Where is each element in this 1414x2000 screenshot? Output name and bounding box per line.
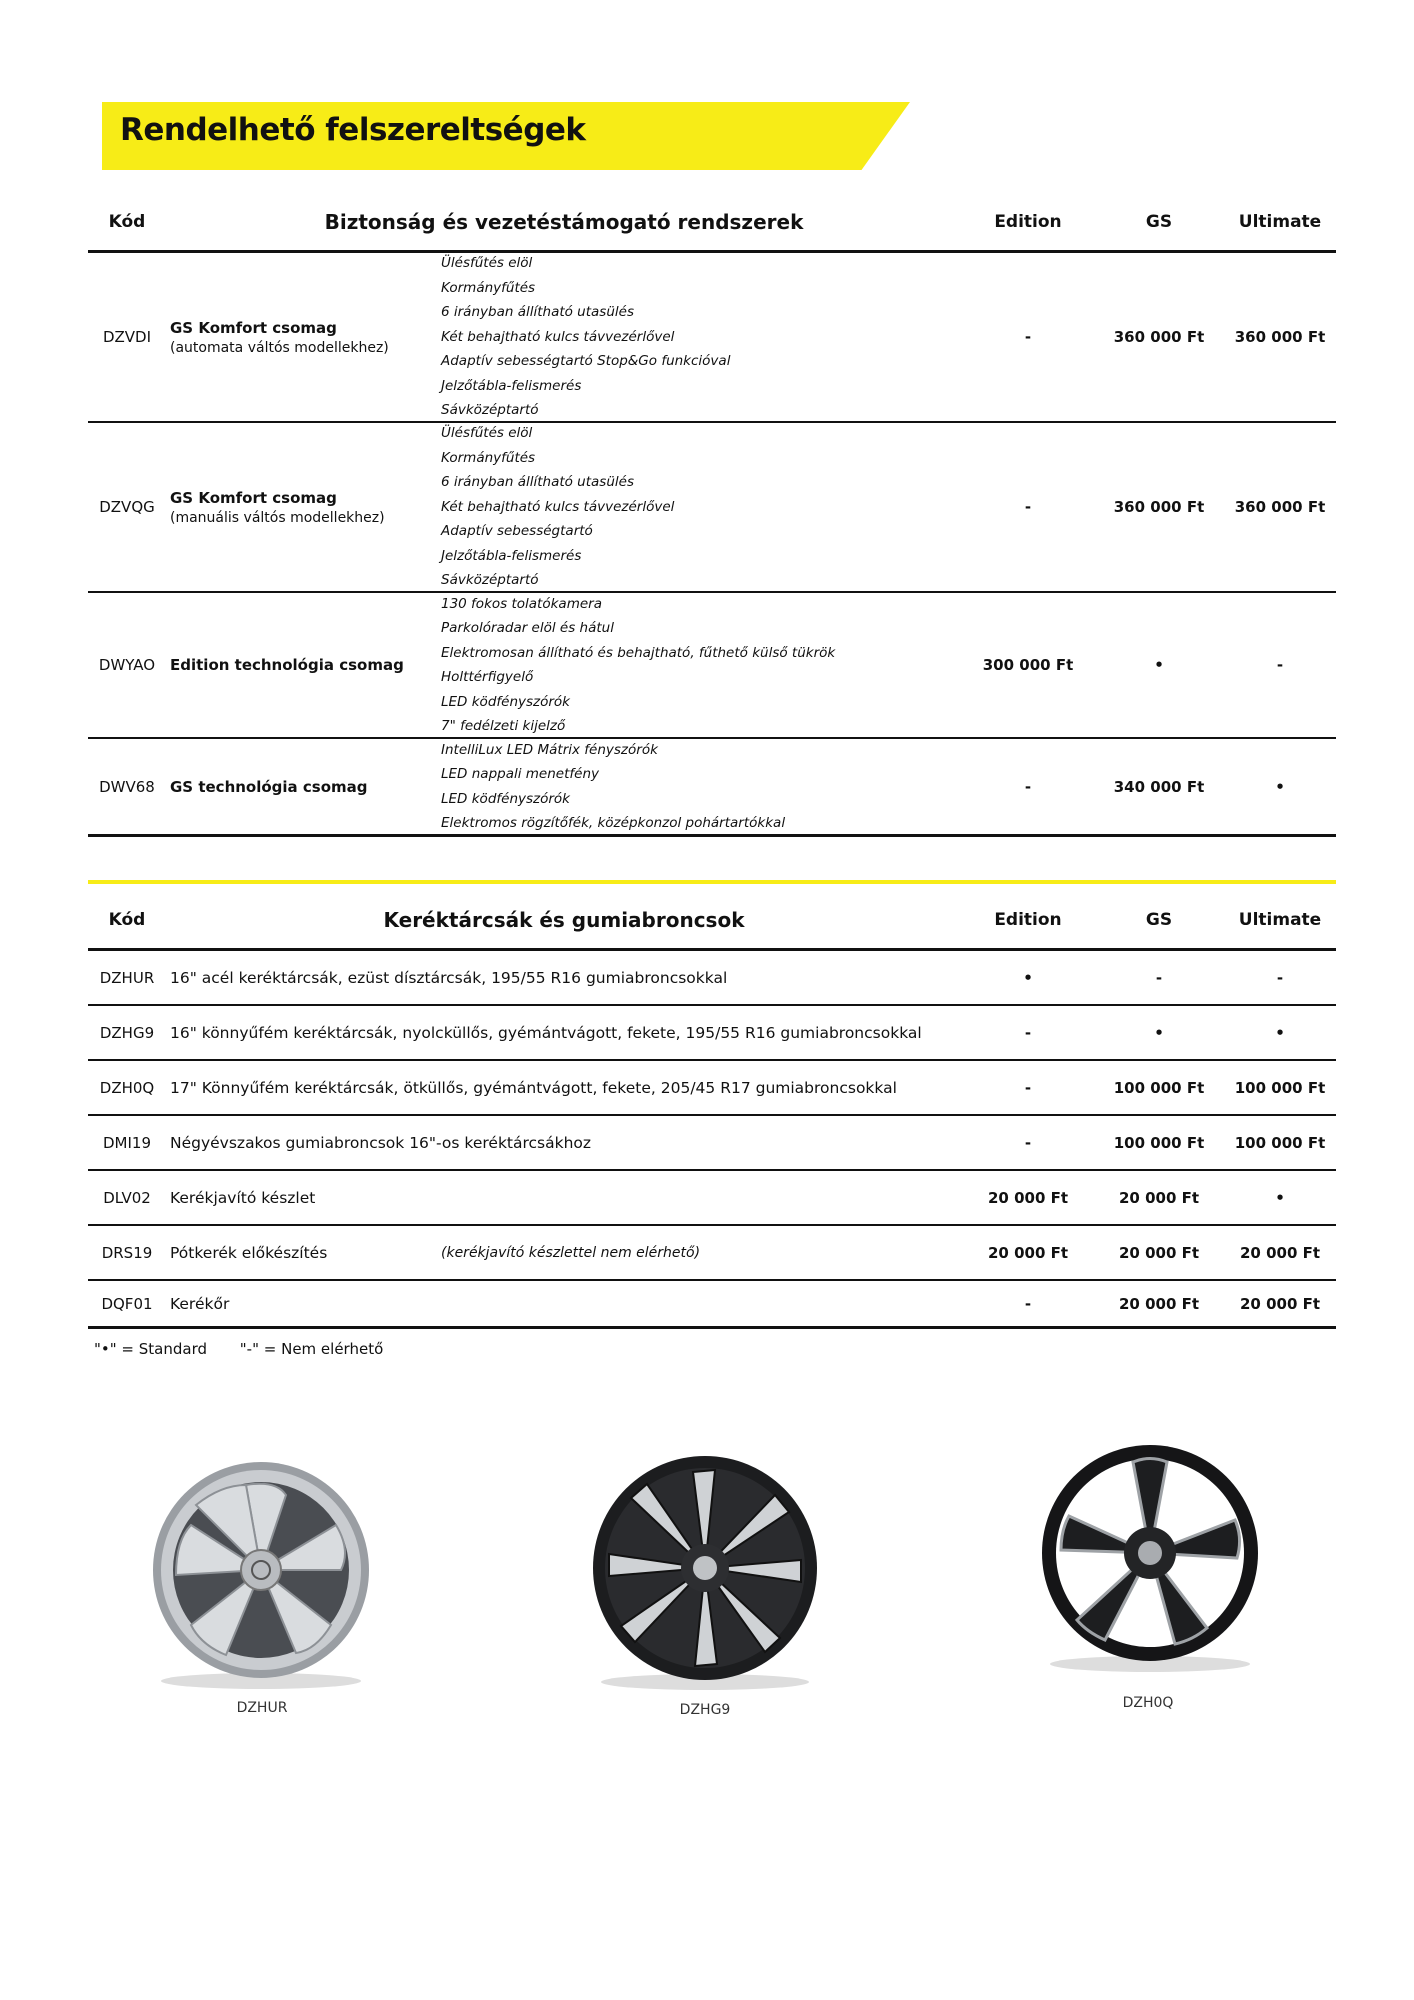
header-ultimate: Ultimate xyxy=(1238,910,1322,930)
hubcap-wheel-icon xyxy=(136,1455,386,1705)
feature-item: Kormányfűtés xyxy=(441,279,536,296)
feature-item: Elektromosan állítható és behajtható, fűthető külső tükrök xyxy=(441,644,836,661)
gs-value: 340 000 Ft xyxy=(1113,777,1205,796)
table-row xyxy=(88,423,1336,593)
header-gs: GS xyxy=(1145,212,1173,232)
package-name: GS Komfort csomag xyxy=(170,488,337,507)
table-row xyxy=(88,951,1336,1006)
row-description: Négyévszakos gumiabroncsok 16"-os keréktárcsákhoz xyxy=(170,1133,592,1152)
table-row xyxy=(88,1281,1336,1329)
package-subtitle: (automata váltós modellekhez) xyxy=(170,339,389,356)
row-description: Kerékőr xyxy=(170,1294,230,1313)
wheel-label-3: DZH0Q xyxy=(1122,1695,1174,1711)
table-row xyxy=(88,1116,1336,1171)
feature-item: Ülésfűtés elöl xyxy=(441,255,533,272)
row-code: DZHG9 xyxy=(99,1023,155,1042)
ultimate-value: 100 000 Ft xyxy=(1234,1133,1326,1152)
feature-list xyxy=(441,253,961,421)
feature-item: Sávközéptartó xyxy=(441,572,539,589)
gs-value: 360 000 Ft xyxy=(1113,328,1205,346)
row-name xyxy=(170,253,440,421)
gs-value: • xyxy=(1154,656,1164,674)
row-name xyxy=(170,593,440,737)
row-name xyxy=(170,739,440,834)
row-description: Pótkerék előkészítés xyxy=(170,1243,328,1262)
edition-value: - xyxy=(1024,328,1032,346)
row-code: DZVDI xyxy=(102,328,152,346)
header-edition: Edition xyxy=(994,910,1062,930)
edition-value: 20 000 Ft xyxy=(987,1243,1069,1262)
row-code: DQF01 xyxy=(101,1294,153,1313)
header-gs: GS xyxy=(1145,910,1173,930)
feature-item: Adaptív sebességtartó xyxy=(441,523,593,540)
table-row xyxy=(88,593,1336,739)
feature-item: LED ködfényszórók xyxy=(441,693,570,710)
feature-list xyxy=(441,739,961,834)
feature-item: Ülésfűtés elöl xyxy=(441,425,533,442)
ultimate-value: • xyxy=(1275,1188,1285,1207)
feature-item: Holttérfigyelő xyxy=(441,669,534,685)
five-spoke-wheel-icon xyxy=(1025,1440,1275,1690)
gs-value: 100 000 Ft xyxy=(1113,1078,1205,1097)
header-title: Biztonság és vezetéstámogató rendszerek xyxy=(324,210,804,234)
header-code: Kód xyxy=(108,212,146,232)
edition-value: - xyxy=(1024,1078,1032,1097)
row-code: DWV68 xyxy=(99,777,155,796)
row-code: DZVQG xyxy=(99,498,155,516)
section-divider xyxy=(88,880,1336,884)
wheels-table-header xyxy=(88,892,1336,948)
feature-item: 6 irányban állítható utasülés xyxy=(441,474,634,491)
gs-value: - xyxy=(1155,968,1163,987)
ultimate-value: 100 000 Ft xyxy=(1234,1078,1326,1097)
feature-item: Jelzőtábla-felismerés xyxy=(441,377,582,394)
gs-value: 20 000 Ft xyxy=(1118,1294,1200,1313)
ultimate-value: - xyxy=(1276,656,1284,674)
feature-item: Sávközéptartó xyxy=(441,402,539,419)
feature-item: Két behajtható kulcs távvezérlővel xyxy=(441,328,675,345)
feature-item: LED ködfényszórók xyxy=(441,790,570,807)
safety-table-header xyxy=(88,194,1336,250)
wheel-label-1: DZHUR xyxy=(236,1700,288,1716)
row-description: 16" könnyűfém keréktárcsák, nyolcküllős, gyémántvágott, fekete, 195/55 R16 gumiabroncsokkal xyxy=(170,1023,922,1042)
ultimate-value: 20 000 Ft xyxy=(1239,1243,1321,1262)
table-row xyxy=(88,1006,1336,1061)
feature-item: Két behajtható kulcs távvezérlővel xyxy=(441,498,675,515)
feature-item: 7" fedélzeti kijelző xyxy=(441,718,566,734)
header-edition: Edition xyxy=(994,212,1062,232)
ultimate-value: - xyxy=(1276,968,1284,987)
ultimate-value: • xyxy=(1275,1023,1285,1042)
ultimate-value: • xyxy=(1275,777,1285,796)
gs-value: 100 000 Ft xyxy=(1113,1133,1205,1152)
table-row xyxy=(88,1061,1336,1116)
row-code: DMI19 xyxy=(102,1133,151,1152)
row-code: DLV02 xyxy=(103,1188,151,1207)
edition-value: - xyxy=(1024,1294,1032,1313)
safety-table xyxy=(88,194,1336,837)
wheel-label-2: DZHG9 xyxy=(679,1702,731,1718)
eight-spoke-wheel-icon xyxy=(575,1450,835,1710)
feature-list xyxy=(441,423,961,591)
feature-item: Jelzőtábla-felismerés xyxy=(441,547,582,564)
row-description: 16" acél keréktárcsák, ezüst dísztárcsák, 195/55 R16 gumiabroncsokkal xyxy=(170,968,728,987)
ultimate-value: 360 000 Ft xyxy=(1234,328,1326,346)
row-description: 17" Könnyűfém keréktárcsák, ötküllős, gyémántvágott, fekete, 205/45 R17 gumiabroncsokkal xyxy=(170,1078,897,1097)
feature-item: Elektromos rögzítőfék, középkonzol pohártartókkal xyxy=(441,815,786,831)
row-code: DZH0Q xyxy=(99,1078,155,1097)
row-note: (kerékjavító készlettel nem elérhető) xyxy=(441,1244,701,1261)
gs-value: 360 000 Ft xyxy=(1113,498,1205,516)
header-title: Keréktárcsák és gumiabroncsok xyxy=(383,908,745,932)
gs-value: • xyxy=(1154,1023,1164,1042)
page-title: Rendelhető felszereltségek xyxy=(120,112,586,148)
feature-item: LED nappali menetfény xyxy=(441,766,599,782)
table-row xyxy=(88,1171,1336,1226)
feature-item: Kormányfűtés xyxy=(441,449,536,466)
feature-item: 130 fokos tolatókamera xyxy=(441,595,602,612)
edition-value: 300 000 Ft xyxy=(982,656,1074,674)
gs-value: 20 000 Ft xyxy=(1118,1243,1200,1262)
feature-item: Adaptív sebességtartó Stop&Go funkcióval xyxy=(441,353,731,370)
table-row xyxy=(88,253,1336,423)
feature-list xyxy=(441,593,961,737)
legend-not-available: "-" = Nem elérhető xyxy=(239,1340,384,1358)
table-row xyxy=(88,1226,1336,1281)
legend xyxy=(94,1340,411,1358)
header-code: Kód xyxy=(108,910,146,930)
edition-value: • xyxy=(1023,968,1033,987)
edition-value: - xyxy=(1024,1133,1032,1152)
feature-item: 6 irányban állítható utasülés xyxy=(441,304,634,321)
edition-value: - xyxy=(1024,498,1032,516)
row-code: DWYAO xyxy=(98,656,156,674)
ultimate-value: 360 000 Ft xyxy=(1234,498,1326,516)
edition-value: - xyxy=(1024,777,1032,796)
wheels-table xyxy=(88,892,1336,1329)
package-name: Edition technológia csomag xyxy=(170,656,404,674)
row-name xyxy=(170,423,440,591)
table-row xyxy=(88,739,1336,837)
package-name: GS technológia csomag xyxy=(170,777,368,796)
row-code: DRS19 xyxy=(101,1243,153,1262)
package-subtitle: (manuális váltós modellekhez) xyxy=(170,509,385,526)
feature-item: IntelliLux LED Mátrix fényszórók xyxy=(441,741,658,758)
row-description: Kerékjavító készlet xyxy=(170,1188,316,1207)
edition-value: - xyxy=(1024,1023,1032,1042)
row-code: DZHUR xyxy=(99,968,155,987)
gs-value: 20 000 Ft xyxy=(1118,1188,1200,1207)
legend-standard: "•" = Standard xyxy=(94,1340,207,1358)
ultimate-value: 20 000 Ft xyxy=(1239,1294,1321,1313)
feature-item: Parkolóradar elöl és hátul xyxy=(441,620,614,636)
edition-value: 20 000 Ft xyxy=(987,1188,1069,1207)
header-ultimate: Ultimate xyxy=(1238,212,1322,232)
package-name: GS Komfort csomag xyxy=(170,318,337,337)
